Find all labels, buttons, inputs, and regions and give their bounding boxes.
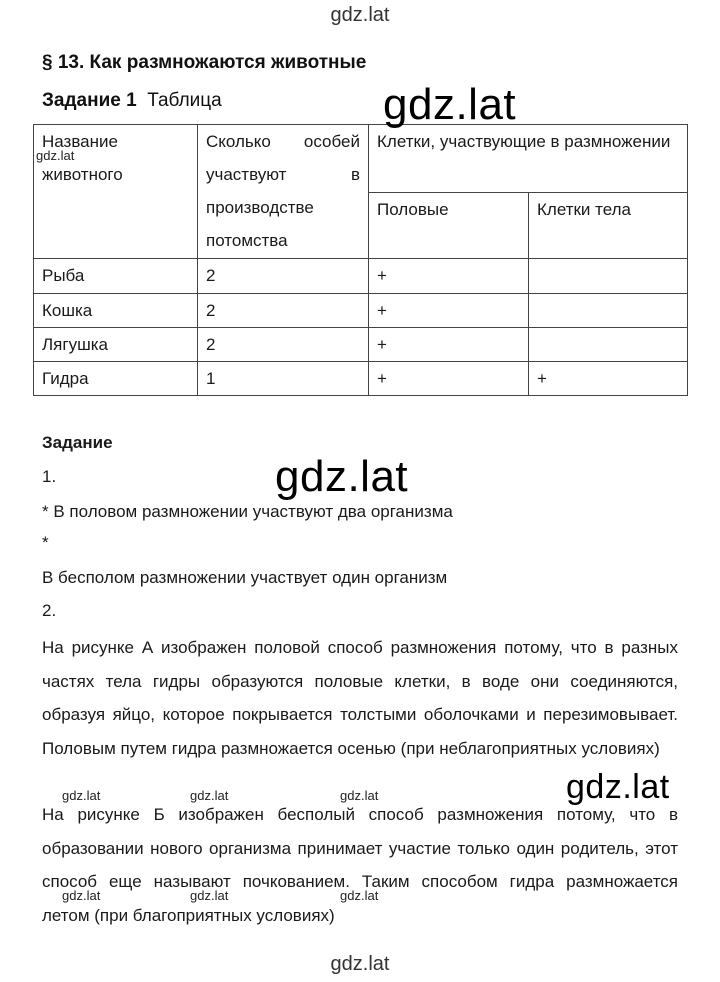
item-number-1: 1. [42,467,57,486]
paragraph-sexual: На рисунке А изображен половой способ размножения потому, что в разных частях тела гидры образуются половые клетки, в воде они соединяются, образуя яйцо, которое покрывается толстыми оболочками и перезимовывает. Половым путем гидра размножается осенью (при неблагоприятных условиях) [42,638,678,758]
watermark-small: gdz.lat [190,788,229,803]
item-number-2: 2. [42,601,57,620]
watermark-large: gdz.lat [275,452,409,501]
watermark-small: gdz.lat [340,788,379,803]
task1-name: Таблица [147,90,222,111]
watermark-small: gdz.lat [62,788,101,803]
cell-count: 1 [198,361,369,395]
task2-heading: Задание [42,433,113,452]
answer-line-2: * [42,533,49,552]
header-count: Сколько особей участвуют в производстве потомства [198,125,369,259]
watermark-small: gdz.lat [190,888,229,903]
watermark-large: gdz.lat [383,80,517,129]
header-animal-line2: животного [42,165,123,184]
watermark-small: gdz.lat [340,888,379,903]
cell-sex: + [369,259,529,293]
table-row [34,327,688,361]
watermark-large: gdz.lat [566,768,670,806]
watermark-small: gdz.lat [36,148,75,163]
table-row [34,293,688,327]
cell-sex: + [369,327,529,361]
header-animal [34,125,198,259]
table-row [34,259,688,293]
cell-count: 2 [198,259,369,293]
header-animal-line1: Название [42,132,118,151]
cell-animal: Лягушка [34,327,198,361]
answer-line-3: В бесполом размножении участвует один организм [42,568,448,587]
watermark-small: gdz.lat [62,888,101,903]
header-cells-group: Клетки, участвующие в размножении [369,125,688,193]
page-title: § 13. Как размножаются животные [42,52,367,73]
cell-count: 2 [198,327,369,361]
header-sex-cells: Половые [369,193,529,259]
cell-sex: + [369,293,529,327]
cell-body [529,293,688,327]
cell-body: + [529,361,688,395]
task1-heading [42,90,222,112]
animals-table [33,124,688,396]
task1-label: Задание 1 [42,90,137,111]
cell-body [529,327,688,361]
cell-animal: Рыба [34,259,198,293]
cell-animal: Кошка [34,293,198,327]
header-body-cells: Клетки тела [529,193,688,259]
watermark-top: gdz.lat [330,4,390,26]
cell-sex: + [369,361,529,395]
table-row [34,361,688,395]
paragraph-asexual: На рисунке Б изображен бесполый способ размножения потому, что в образовании нового организма принимает участие только один родитель, этот способ еще называют почкованием. Таким способом гидра размножается летом (при благоприятных условиях) [42,805,678,925]
answer-line-1: * В половом размножении участвуют два организма [42,502,453,521]
cell-body [529,259,688,293]
watermark-bottom: gdz.lat [330,953,390,975]
cell-count: 2 [198,293,369,327]
cell-animal: Гидра [34,361,198,395]
